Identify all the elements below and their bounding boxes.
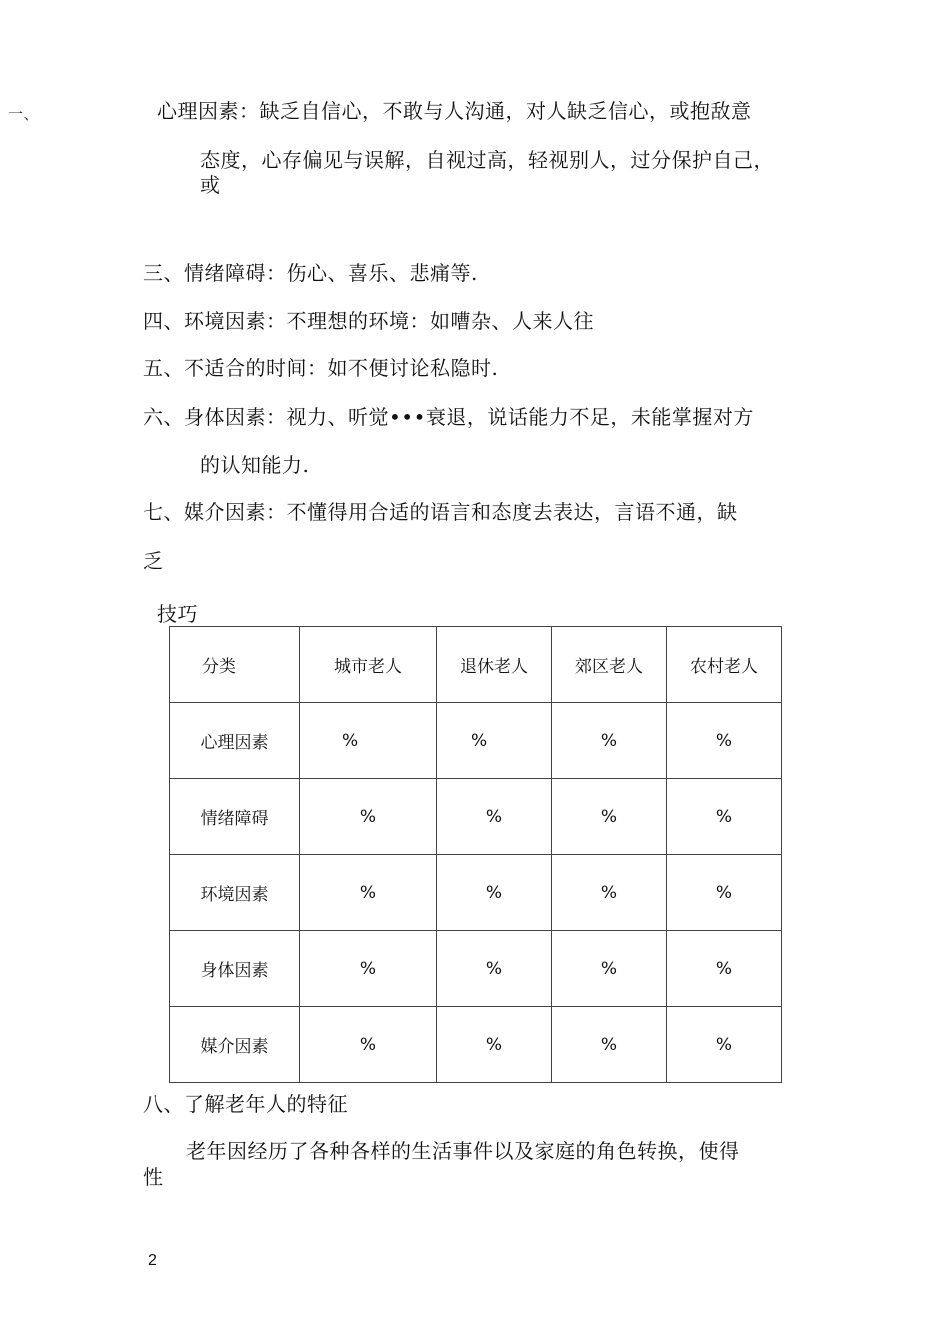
paragraph-environment: 四、环境因素：不理想的环境：如嘈杂、人来人往 xyxy=(143,309,594,333)
section-heading-characteristics: 八、了解老年人的特征 xyxy=(143,1092,348,1116)
table-cell: % xyxy=(552,779,667,855)
table-cell: % xyxy=(300,703,437,779)
paragraph-psychological-line2: 态度，心存偏见与误解，自视过高，轻视别人，过分保护自己， xyxy=(200,148,774,172)
table-header-row xyxy=(170,627,782,703)
paragraph-physical-line1: 六、身体因素：视力、听觉•••衰退，说话能力不足，未能掌握对方 xyxy=(143,405,754,429)
table-row xyxy=(170,855,782,931)
table-cell: % xyxy=(437,779,552,855)
table-cell: % xyxy=(437,855,552,931)
table-row-label: 心理因素 xyxy=(170,703,300,779)
table-cell: % xyxy=(552,1007,667,1083)
table-cell: % xyxy=(667,1007,782,1083)
table-cell: % xyxy=(667,931,782,1007)
table-cell: % xyxy=(300,779,437,855)
table-cell: % xyxy=(437,1007,552,1083)
paragraph-emotional: 三、情绪障碍：伤心、喜乐、悲痛等. xyxy=(143,261,478,285)
table-header-cell: 城市老人 xyxy=(300,627,437,703)
table-cell: % xyxy=(552,855,667,931)
table-cell: % xyxy=(300,855,437,931)
paragraph-medium-line3: 技巧 xyxy=(157,602,198,626)
table-row-label: 环境因素 xyxy=(170,855,300,931)
factor-table xyxy=(169,626,782,1083)
table-cell: % xyxy=(667,703,782,779)
table-cell: % xyxy=(552,931,667,1007)
paragraph-characteristics-line2: 性 xyxy=(143,1165,164,1189)
table-header-cell: 退休老人 xyxy=(437,627,552,703)
paragraph-characteristics-line1: 老年因经历了各种各样的生活事件以及家庭的角色转换，使得 xyxy=(186,1139,740,1163)
table-cell: % xyxy=(552,703,667,779)
table-row xyxy=(170,1007,782,1083)
paragraph-physical-line2: 的认知能力. xyxy=(200,453,310,477)
table-header-cell: 农村老人 xyxy=(667,627,782,703)
table-row-label: 身体因素 xyxy=(170,931,300,1007)
table-header-cell: 分类 xyxy=(170,627,300,703)
table-row xyxy=(170,779,782,855)
paragraph-medium-line2: 乏 xyxy=(143,549,164,573)
table-cell: % xyxy=(437,703,552,779)
table-cell: % xyxy=(300,931,437,1007)
table-row-label: 媒介因素 xyxy=(170,1007,300,1083)
paragraph-psychological-line1: 心理因素：缺乏自信心，不敢与人沟通，对人缺乏信心，或抱敌意 xyxy=(157,99,752,123)
table-cell: % xyxy=(437,931,552,1007)
page-number: 2 xyxy=(148,1252,157,1269)
table-row-label: 情绪障碍 xyxy=(170,779,300,855)
table-cell: % xyxy=(667,855,782,931)
table-cell: % xyxy=(300,1007,437,1083)
paragraph-timing: 五、不适合的时间：如不便讨论私隐时. xyxy=(143,356,499,380)
table-row xyxy=(170,931,782,1007)
list-marker-1: 一、 xyxy=(8,105,40,123)
table-cell: % xyxy=(667,779,782,855)
paragraph-medium-line1: 七、媒介因素：不懂得用合适的语言和态度去表达，言语不通，缺 xyxy=(143,500,738,524)
table-header-cell: 郊区老人 xyxy=(552,627,667,703)
paragraph-psychological-line3: 或 xyxy=(200,173,221,197)
table-row xyxy=(170,703,782,779)
